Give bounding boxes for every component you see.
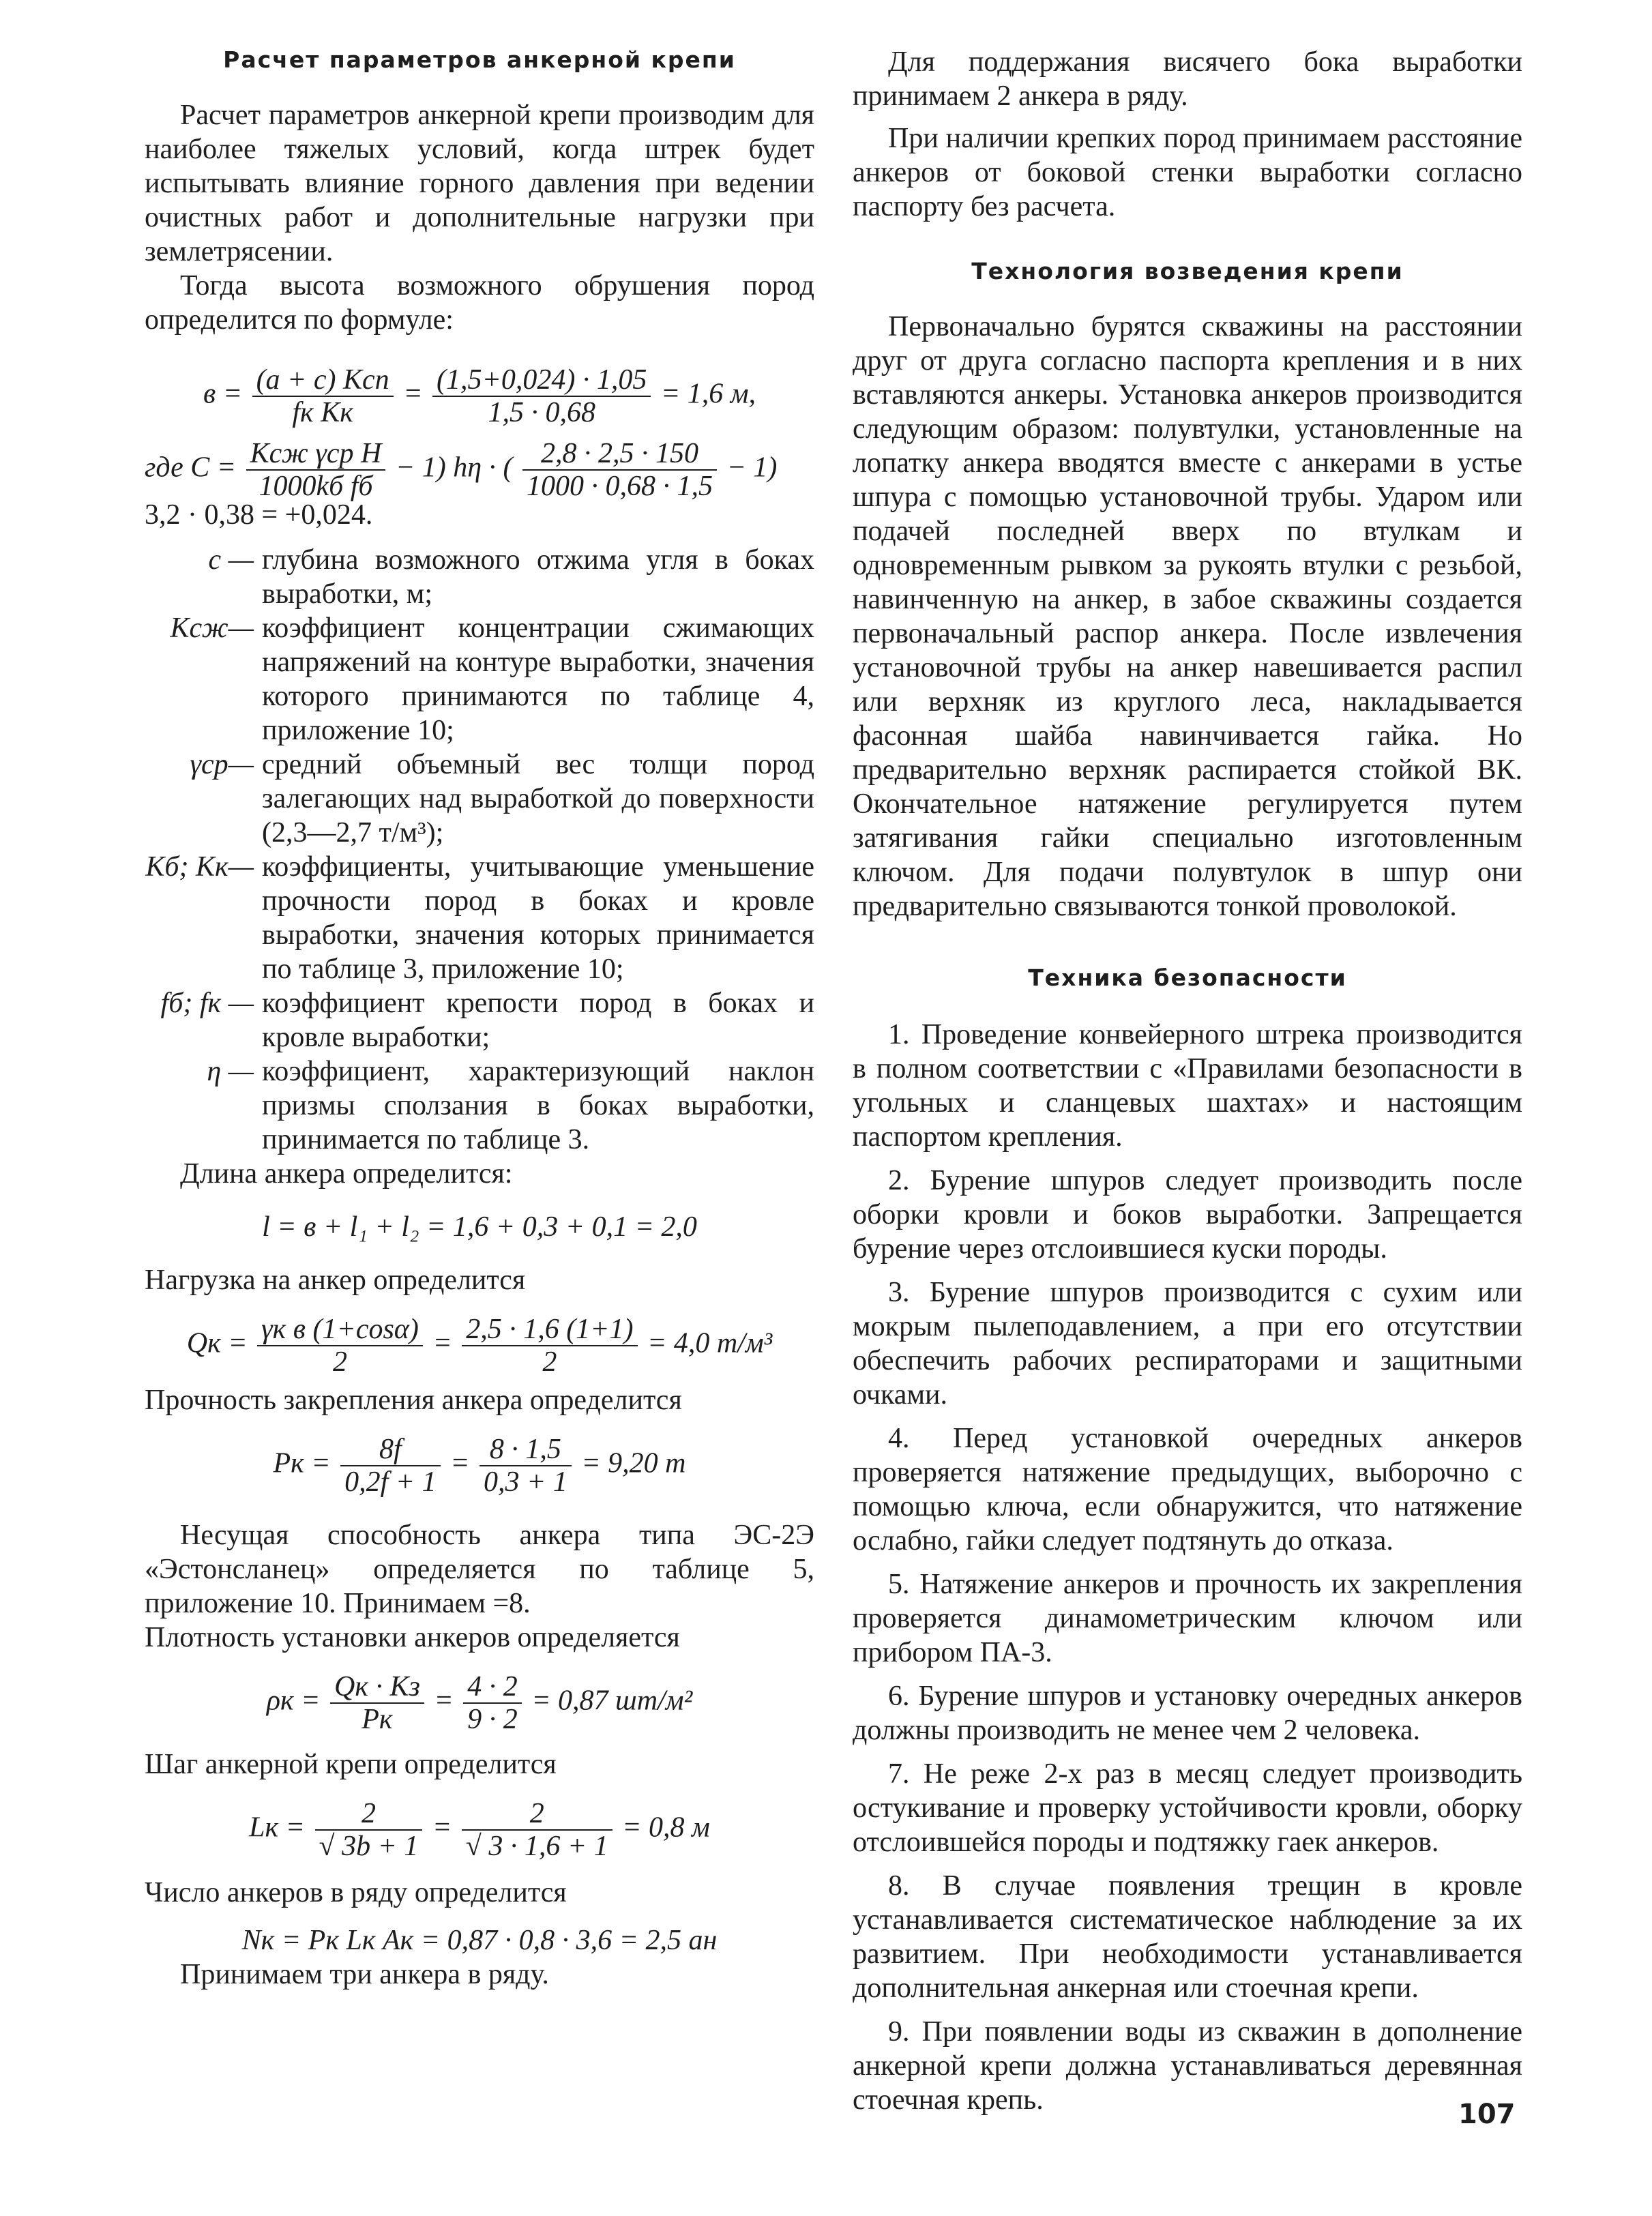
heading-anchor-params: Расчет параметров анкерной крепи bbox=[223, 46, 736, 73]
list-item: 5. Натяжение анкеров и прочность их закрепления проверяется динамометрическим ключом или прибором ПА-3. bbox=[853, 1569, 1522, 1668]
formula-density: ρк = $\frac{Qк \cdot Kз}{Pк}$ = $\frac{4 \cdot 2}{9 \cdot 2}$ = 0,87 шт/м² bbox=[266, 1671, 693, 1735]
list-item: 9. При появлении воды из скважин в дополнение анкерной крепи должна устанавливаться деревянная стоечная крепь. bbox=[853, 2016, 1522, 2116]
page-number: 107 bbox=[1458, 2099, 1516, 2130]
safety-rules-list bbox=[853, 1018, 1522, 2117]
definition-item: fб; fк — коэффициент крепости пород в боках и кровле выработки; bbox=[160, 988, 814, 1053]
formula-count: Nк = Pк Lк Aк = 0,87 · 0,8 · 3,6 = 2,5 ан bbox=[241, 1925, 718, 1956]
list-item: 6. Бурение шпуров и установку очередных анкеров должны производить не менее чем 2 человека. bbox=[853, 1681, 1522, 1746]
intro-paragraph: Расчет параметров анкерной крепи производим для наиболее тяжелых условий, когда штрек будет испытывать влияние горного давления при ведении очистных работ и дополнительные нагрузки при землетрясении. bbox=[145, 100, 814, 267]
formula-c: где C = $\frac{\text{Kсж γср H}}{\text{1000kб fб}}$ − 1) hη · ( $\frac{2,8 \cdot 2,5 \cdot 150}{1000 \cdot 0,68 \cdot 1,5}$ − 1) bbox=[145, 438, 778, 502]
list-item: 4. Перед установкой очередных анкеров проверяется натяжение предыдущих, выборочно с помощью ключа, если обнаружится, что натяжение ослабно, гайки следует подтянуть до отказа. bbox=[853, 1423, 1522, 1556]
list-item: 3. Бурение шпуров производится с сухим или мокрым пылеподавлением, а при его отсутствии обеспечить рабочих респираторами и защитными очками. bbox=[853, 1277, 1522, 1410]
count-intro: Число анкеров в ряду определится bbox=[145, 1877, 567, 1908]
accept-line: Принимаем три анкера в ряду. bbox=[180, 1959, 549, 1990]
formula-load: Qк = $\frac{\text{γк в (1+cosα)}}{2}$ = $\frac{2,5 \cdot 1,6 (1+1)}{2}$ = 4,0 т/м³ bbox=[186, 1314, 773, 1378]
heading-technology: Технология возведения крепи bbox=[971, 258, 1404, 284]
height-intro: Тогда высота возможного обрушения пород определится по формуле: bbox=[145, 270, 814, 336]
load-intro: Нагрузка на анкер определится bbox=[145, 1265, 526, 1296]
list-item: 7. Не реже 2-х раз в месяц следует производить остукивание и проверку устойчивости кровли, оборку отслоившейся породы и подтяжку гаек анкеров. bbox=[853, 1758, 1522, 1858]
definition-item: Kсж— коэффициент концентрации сжимающих напряжений на контуре выработки, значения которого принимаются по таблице 4, приложение 10; bbox=[170, 612, 814, 746]
heading-safety: Техника безопасности bbox=[1028, 964, 1347, 991]
definition-item: η — коэффициент, характеризующий наклон призмы сползания в боках выработки, принимается по таблице 3. bbox=[207, 1056, 814, 1155]
anchor-length-intro: Длина анкера определится: bbox=[180, 1158, 513, 1190]
technology-paragraph: Первоначально бурятся скважины на расстоянии друг от друга согласно паспорта крепления и в них вставляются анкеры. Установка анкеров производится следующим образом: полувтулки, установленные на лопатку анкера вводятся вместе с анкерами в устье шпура с помощью установочной трубы. Ударом или подачей последней вверх по втулкам и одновременным рывком за рукоять втулки с резьбой, навинченную на анкер, в забое скважины создается первоначальный распор анкера. После извлечения установочной трубы на анкер навешивается распил или верхняк из круглого леса, накладывается фасонная шайба навинчивается гайка. Но предварительно верхняк распирается стойкой ВК. Окончательное натяжение регулируется путем затягивания гайки специально изготовленным ключом. Для подачи полувтулок в шпур они предварительно связываются тонкой проволокой. bbox=[853, 311, 1522, 922]
density-intro: Плотность установки анкеров определяется bbox=[145, 1622, 680, 1653]
capacity-paragraph: Несущая способность анкера типа ЭС-2Э «Эстонсланец» определяется по таблице 5, приложение 10. Принимаем =8. bbox=[145, 1520, 814, 1619]
hanging-side-paragraph: Для поддержания висячего бока выработки принимаем 2 анкера в ряду. bbox=[853, 46, 1522, 112]
list-item: 1. Проведение конвейерного штрека производится в полном соответствии с «Правилами безопасности в угольных и сланцевых шахтах» и настоящим паспортом крепления. bbox=[853, 1019, 1522, 1153]
formula-strength: Pк = $\frac{8f}{0,2f + 1}$ = $\frac{8 \cdot 1,5}{0,3 + 1}$ = 9,20 т bbox=[273, 1434, 686, 1498]
list-item: 8. В случае появления трещин в кровле устанавливается систематическое наблюдение за их развитием. При необходимости устанавливается дополнительная анкерная или стоечная крепи. bbox=[853, 1870, 1522, 2004]
definition-item: Kб; Kк— коэффициенты, учитывающие уменьшение прочности пород в боках и кровле выработки, значения которых принимается по таблице 3, приложение 10; bbox=[145, 851, 814, 985]
right-column bbox=[853, 45, 1522, 2127]
definitions-list bbox=[145, 543, 814, 1157]
strength-intro: Прочность закрепления анкера определится bbox=[145, 1385, 682, 1416]
formula-c-continuation: 3,2 · 0,38 = +0,024. bbox=[145, 499, 373, 531]
strong-rocks-paragraph: При наличии крепких пород принимаем расстояние анкеров от боковой стенки выработки согласно паспорту без расчета. bbox=[853, 123, 1522, 222]
list-item: 2. Бурение шпуров следует производить после оборки кровли и боков выработки. Запрещается бурение через отслоившиеся куски породы. bbox=[853, 1165, 1522, 1265]
formula-anchor-length: l = в + l₁ + l₂ = 1,6 + 0,3 + 0,1 = 2,0 bbox=[262, 1211, 697, 1243]
formula-step: Lк = $\frac{2}{√ 3b + 1}$ = $\frac{2}{√ 3 \cdot 1,6 + 1}$ = 0,8 м bbox=[249, 1798, 710, 1862]
step-intro: Шаг анкерной крепи определится bbox=[145, 1749, 557, 1780]
formula-height: в = $\frac{\text{(a + c) Kсп}}{\text{fк Kк}}$ = $\frac{(1,5+0,024) \cdot 1,05}{1,5 \cdot 0,68}$ = 1,6 м, bbox=[203, 364, 756, 428]
left-column bbox=[145, 45, 814, 1992]
definition-item: γср— средний объемный вес толщи пород залегающих над выработкой до поверхности (2,3—2,7 т/м³); bbox=[190, 749, 814, 848]
definition-item: c — глубина возможного отжима угля в боках выработки, м; bbox=[208, 544, 814, 610]
